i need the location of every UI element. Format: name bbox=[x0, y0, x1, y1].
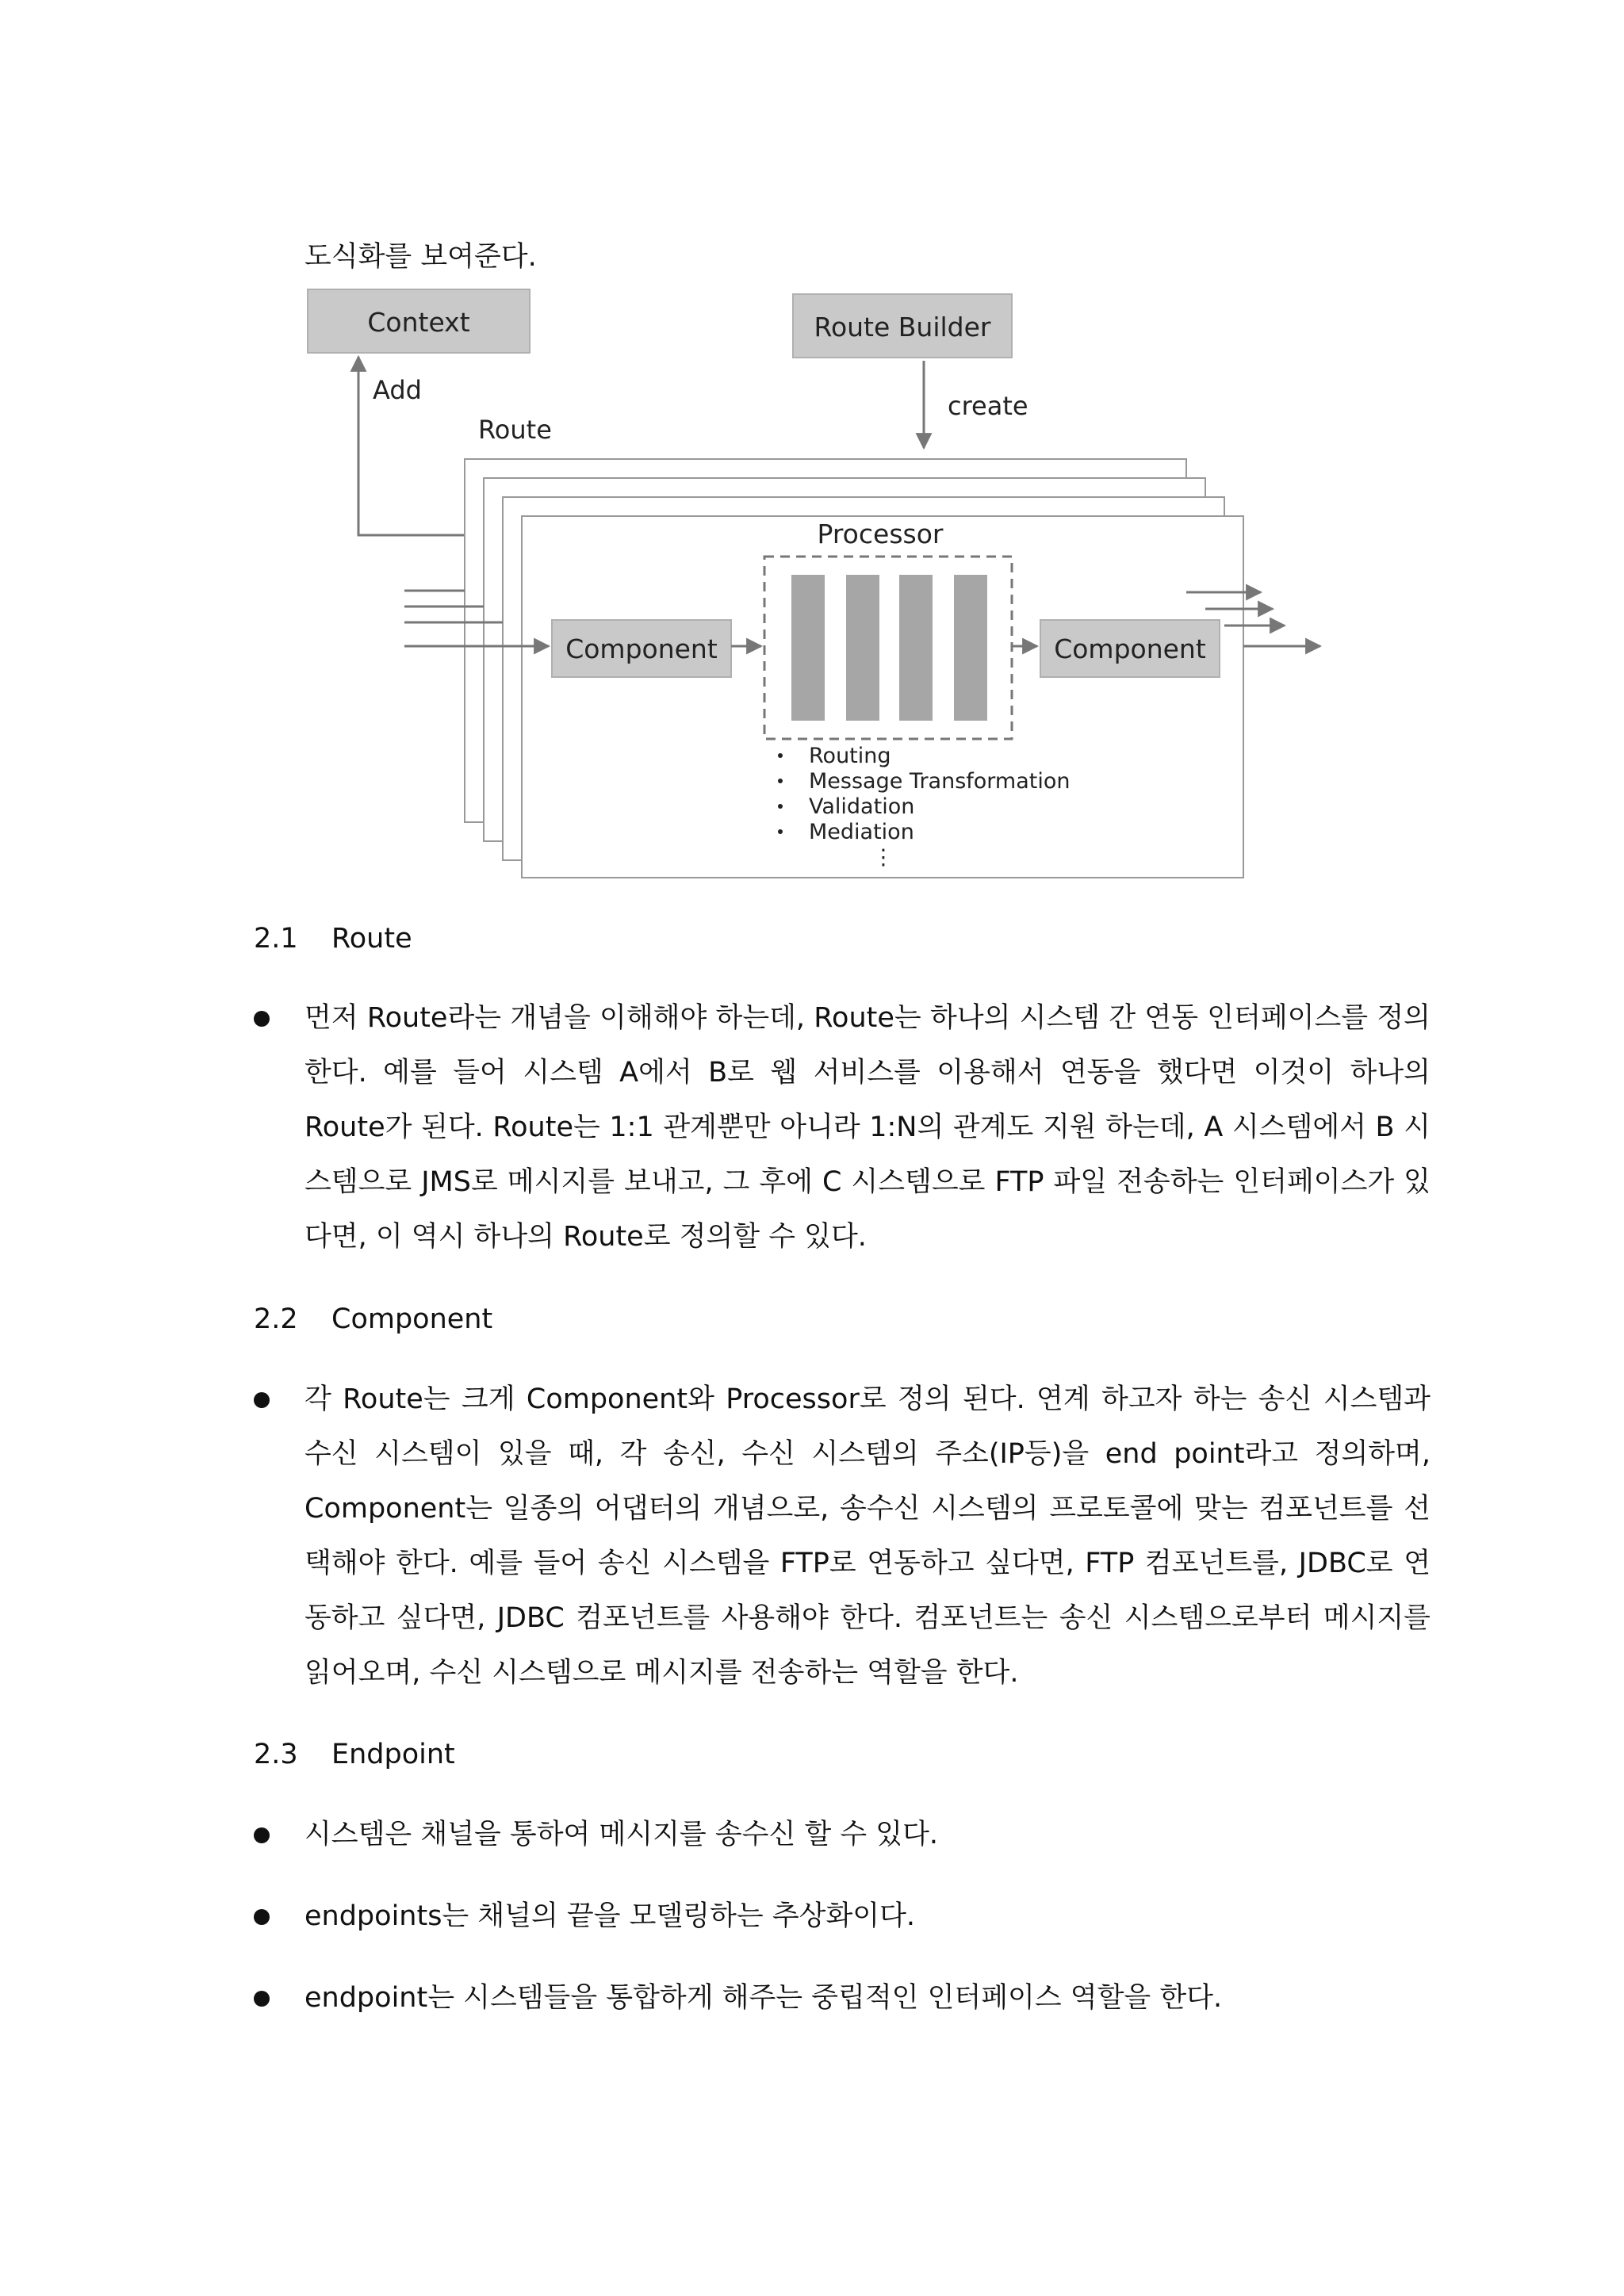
context-label: Context bbox=[367, 307, 470, 338]
bullet-dot bbox=[254, 1827, 270, 1843]
add-label: Add bbox=[373, 375, 422, 405]
bullet-dot bbox=[254, 1392, 270, 1408]
processor-bar-4 bbox=[954, 575, 987, 721]
component-right-label: Component bbox=[1054, 633, 1206, 664]
bullet-dot bbox=[778, 779, 783, 783]
processor-function-item: Message Transformation bbox=[809, 769, 1071, 794]
endpoint-paragraph-1: 시스템은 채널을 통하여 메시지를 송수신 할 수 있다. bbox=[304, 1819, 939, 1850]
component-paragraph: 각 Route는 크게 Component와 Processor로 정의 된다. 연계 하고자 하는 송신 시스템과 수신 시스템이 있을 때, 각 송신, 수신 시스템의 주소(IP등)을 end point라고 정의하며, Component는 일종의 어댑터의 개념으로, 송수신 시스템의 프로토콜에 맞는 컴포넌트를 선택해야 한다. 예를 들어 송신 시스템을 FTP로 연동하고 싶다면, FTP 컴포넌트를, JDBC로 연동하고 싶다면, JDBC 컴포넌트를 사용해야 한다. 컴포넌트는 송신 시스템으로부터 메시지를 읽어오며, 수신 시스템으로 메시지를 전송하는 역할을 한다. bbox=[304, 1383, 1431, 1689]
route-label: Route bbox=[478, 415, 552, 445]
processor-function-item: Mediation bbox=[809, 820, 914, 844]
bullet-dot bbox=[254, 1011, 270, 1027]
processor-bar-2 bbox=[846, 575, 879, 721]
bullet-dot bbox=[778, 804, 783, 809]
route-paragraph: 먼저 Route라는 개념을 이해해야 하는데, Route는 하나의 시스템 간 연동 인터페이스를 정의한다. 예를 들어 시스템 A에서 B로 웹 서비스를 이용해서 연동을 했다면 이것이 하나의 Route가 된다. Route는 1:1 관계뿐만 아니라 1:N의 관계도 지원 하는데, A 시스템에서 B 시스템으로 JMS로 메시지를 보내고, 그 후에 C 시스템으로 FTP 파일 전송하는 인터페이스가 있다면, 이 역시 하나의 Route로 정의할 수 있다. bbox=[304, 1002, 1431, 1253]
section-title: Component bbox=[331, 1303, 493, 1335]
bullet-dot bbox=[254, 1909, 270, 1925]
ellipsis: ⋮ bbox=[872, 845, 894, 870]
bullet-dot bbox=[254, 1991, 270, 2007]
endpoint-paragraph-2: endpoints는 채널의 끝을 모델링하는 추상화이다. bbox=[304, 1900, 916, 1932]
processor-bar-1 bbox=[791, 575, 825, 721]
bullet-dot bbox=[778, 753, 783, 758]
component-left-label: Component bbox=[565, 633, 718, 664]
route-builder-label: Route Builder bbox=[814, 312, 991, 342]
create-label: create bbox=[948, 391, 1028, 421]
processor-bar-3 bbox=[899, 575, 933, 721]
section-title: Route bbox=[331, 923, 412, 955]
processor-label: Processor bbox=[817, 519, 944, 549]
endpoint-paragraph-3: endpoint는 시스템들을 통합하게 해주는 중립적인 인터페이스 역할을 한다. bbox=[304, 1982, 1223, 2014]
section-heading-endpoint bbox=[254, 1734, 455, 1775]
section-title: Endpoint bbox=[331, 1739, 455, 1770]
camel-architecture-diagram bbox=[293, 281, 1340, 884]
section-heading-route bbox=[254, 918, 412, 959]
section-number: 2.2 bbox=[254, 1303, 298, 1335]
processor-function-item: Routing bbox=[809, 744, 891, 768]
bullet-dot bbox=[778, 829, 783, 834]
processor-function-item: Validation bbox=[809, 794, 915, 819]
section-number: 2.1 bbox=[254, 923, 298, 955]
intro-text: 도식화를 보여준다. bbox=[304, 241, 537, 273]
section-number: 2.3 bbox=[254, 1739, 298, 1770]
section-heading-component bbox=[254, 1299, 492, 1340]
